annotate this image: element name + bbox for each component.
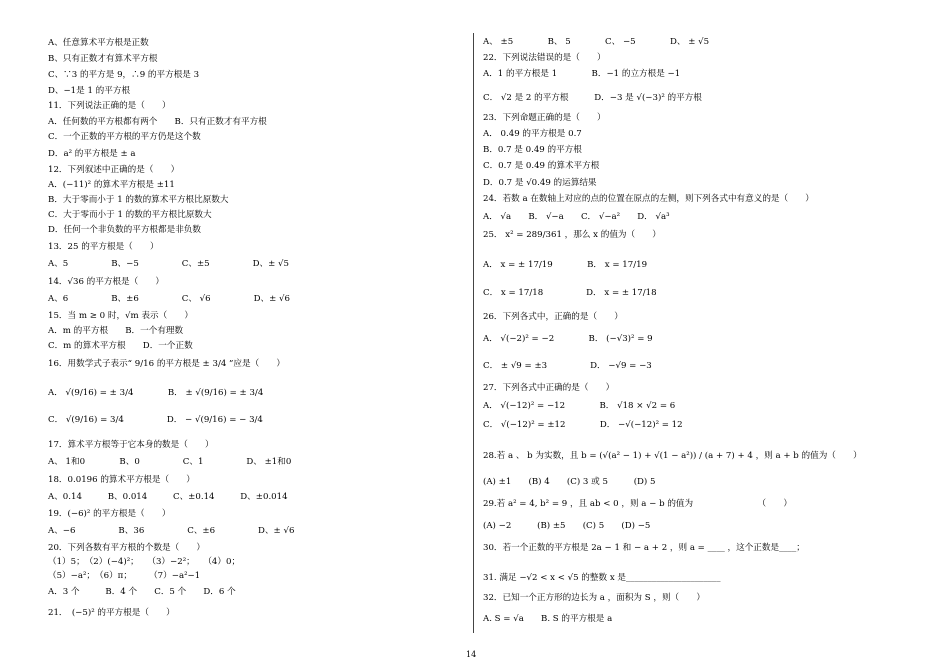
- text-line: B、只有正数才有算术平方根: [48, 54, 158, 64]
- text-line: A、 1和0 B、0 C、1 D、 ±1和0: [48, 457, 292, 467]
- text-line: D．任何一个非负数的平方根都是非负数: [48, 225, 201, 235]
- text-line: C． √(9/16) = 3/4 D． − √(9/16) = − 3/4: [48, 415, 263, 425]
- text-line: 18．0.0196 的算术平方根是（ ）: [48, 475, 195, 485]
- text-line: 17．算术平方根等于它本身的数是（ ）: [48, 440, 214, 450]
- text-line: A．3 个 B．4 个 C．5 个 D．6 个: [48, 587, 236, 597]
- column-divider: [473, 33, 474, 633]
- text-line: A． x = ± 17/19 B． x = 17/19: [483, 260, 648, 270]
- text-line: (A) −2 (B) ±5 (C) 5 (D) −5: [483, 521, 651, 531]
- text-line: 25． x² = 289/361 ，那么 x 的值为（ ）: [483, 230, 661, 240]
- text-line: （5）−a²； （6）π； （7）−a²−1: [48, 571, 201, 581]
- text-line: A、6 B、±6 C、 √6 D、± √6: [48, 294, 290, 304]
- text-line: 24．若数 a 在数轴上对应的点的位置在原点的左侧，则下列各式中有意义的是（ ）: [483, 194, 814, 204]
- text-line: C． x = 17/18 D． x = ± 17/18: [483, 288, 657, 298]
- text-line: C．大于零而小于 1 的数的平方根比原数大: [48, 210, 212, 220]
- text-line: 11．下列说法正确的是（ ）: [48, 101, 171, 111]
- text-line: D．a² 的平方根是 ± a: [48, 149, 136, 159]
- text-line: A．1 的平方根是 1 B．−1 的立方根是 −1: [483, 69, 681, 79]
- text-line: A、−6 B、36 C、±6 D、± √6: [48, 526, 295, 536]
- text-line: 21． (−5)² 的平方根是（ ）: [48, 608, 175, 618]
- text-line: C．一个正数的平方根的平方仍是这个数: [48, 132, 201, 142]
- text-line: A、 ±5 B、 5 C、 −5 D、 ± √5: [483, 37, 710, 47]
- text-line: C． ± √9 = ±3 D． −√9 = −3: [483, 361, 652, 371]
- text-line: A． 0.49 的平方根是 0.7: [483, 129, 582, 139]
- text-line: D．0.7 是 √0.49 的运算结果: [483, 178, 597, 188]
- text-line: 28.若 a 、 b 为实数，且 b = (√(a² − 1) + √(1 − a²)) / (a + 7) + 4 ，则 a + b 的值为（ ）: [483, 451, 862, 461]
- text-line: (A) ±1 (B) 4 (C) 3 或 5 (D) 5: [483, 477, 656, 487]
- text-line: B．0.7 是 0.49 的平方根: [483, 145, 582, 155]
- text-line: A、5 B、−5 C、±5 D、± √5: [48, 259, 289, 269]
- text-line: A． √(−12)² = −12 B． √18 × √2 = 6: [483, 401, 676, 411]
- text-line: A． √(9/16) = ± 3/4 B． ± √(9/16) = ± 3/4: [48, 388, 264, 398]
- text-line: 31. 满足 −√2 < x < √5 的整数 x 是______________________: [483, 573, 721, 583]
- text-line: A．m 的平方根 B．一个有理数: [48, 326, 184, 336]
- text-line: C．0.7 是 0.49 的算术平方根: [483, 161, 600, 171]
- text-line: A、任意算术平方根是正数: [48, 38, 149, 48]
- text-line: 23．下列命题正确的是（ ）: [483, 113, 606, 123]
- text-line: A. S = √a B. S 的平方根是 a: [483, 614, 613, 624]
- text-line: B．大于零而小于 1 的数的算术平方根比原数大: [48, 195, 229, 205]
- text-line: D、−1是 1 的平方根: [48, 86, 131, 96]
- text-line: 14．√36 的平方根是（ ）: [48, 277, 165, 287]
- text-line: C、∵3 的平方是 9，∴9 的平方根是 3: [48, 70, 200, 80]
- text-line: 13．25 的平方根是（ ）: [48, 242, 159, 252]
- text-line: 12．下列叙述中正确的是（ ）: [48, 165, 180, 175]
- text-line: 27．下列各式中正确的是（ ）: [483, 383, 615, 393]
- text-line: C． √(−12)² = ±12 D． −√(−12)² = 12: [483, 420, 683, 430]
- text-line: 29.若 a² = 4, b² = 9 ，且 ab < 0 ，则 a − b 的值为 （ ）: [483, 499, 792, 509]
- text-line: 32．已知一个正方形的边长为 a ，面积为 S ，则（ ）: [483, 593, 705, 603]
- text-line: 15．当 m ≥ 0 时，√m 表示（ ）: [48, 311, 193, 321]
- text-line: 19．(−6)² 的平方根是（ ）: [48, 509, 171, 519]
- text-line: A、0.14 B、0.014 C、±0.14 D、±0.014: [48, 492, 288, 502]
- text-line: A．(−11)² 的算术平方根是 ±11: [48, 180, 175, 190]
- text-line: 30．若一个正数的平方根是 2a − 1 和 − a + 2 ，则 a = ____ ，这个正数是____；: [483, 543, 805, 553]
- text-line: 26．下列各式中，正确的是（ ）: [483, 312, 623, 322]
- text-line: A． √a B． √−a C． √−a² D． √a³: [483, 212, 670, 222]
- text-line: A． √(−2)² = −2 B． (−√3)² = 9: [483, 334, 653, 344]
- text-line: A．任何数的平方根都有两个 B．只有正数才有平方根: [48, 117, 267, 127]
- text-line: C． √2 是 2 的平方根 D．−3 是 √(−3)² 的平方根: [483, 93, 702, 103]
- text-line: （1）5； （2）(−4)²； （3）−2²； （4）0；: [48, 557, 241, 567]
- text-line: 22．下列说法错误的是（ ）: [483, 53, 606, 63]
- text-line: C．m 的算术平方根 D．一个正数: [48, 341, 193, 351]
- text-line: 16．用数学式子表示“ 9/16 的平方根是 ± 3/4 ”应是（ ）: [48, 359, 285, 369]
- text-line: 20．下列各数有平方根的个数是（ ）: [48, 543, 206, 553]
- page-number: 14: [466, 650, 477, 659]
